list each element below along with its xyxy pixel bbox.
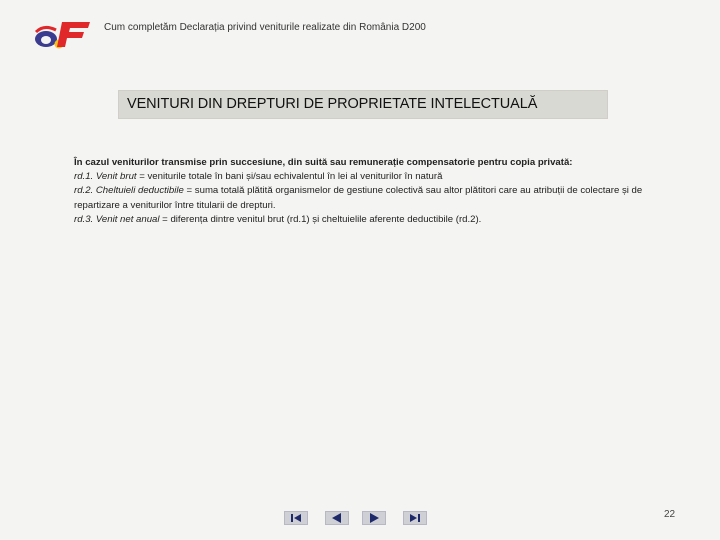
intro-text: În cazul veniturilor transmise prin succesiune, din suită sau remunerație compensatorie pentru copia privată:	[74, 157, 573, 168]
row3-label: rd.3. Venit net anual	[74, 213, 160, 225]
next-page-icon	[363, 512, 385, 524]
presentation-caption: Cum completăm Declarația privind veniturile realizate din România D200	[104, 22, 426, 33]
row2-paragraph	[74, 184, 664, 212]
previous-page-button[interactable]	[325, 511, 349, 525]
previous-page-icon	[326, 512, 348, 524]
slide-body	[74, 156, 664, 227]
last-page-button[interactable]	[403, 511, 427, 525]
first-page-icon	[285, 512, 307, 524]
page-number: 22	[664, 509, 676, 520]
row3-text: = diferența dintre venitul brut (rd.1) și cheltuielile aferente deductibile (rd.2).	[159, 213, 482, 225]
slide-title: VENITURI DIN DREPTURI DE PROPRIETATE INTELECTUALĂ	[127, 96, 538, 112]
row1-text: = veniturile totale în bani și/sau echivalentul în lei al veniturilor în natură	[136, 171, 443, 183]
last-page-icon	[404, 512, 426, 524]
next-page-button[interactable]	[362, 511, 386, 525]
row2-text: = suma totală plătită organismelor de gestiune colectivă sau altor plătitori care au atribuții de colectare și de repartizare a veniturilor între titularii de drepturi.	[74, 185, 643, 211]
title-banner	[118, 90, 608, 119]
first-page-button[interactable]	[284, 511, 308, 525]
row1-label: rd.1. Venit brut	[74, 171, 137, 183]
row3-paragraph	[74, 213, 664, 227]
anaf-logo	[32, 18, 94, 50]
row1-paragraph	[74, 170, 664, 184]
row2-label: rd.2. Cheltuieli deductibile	[74, 185, 184, 197]
